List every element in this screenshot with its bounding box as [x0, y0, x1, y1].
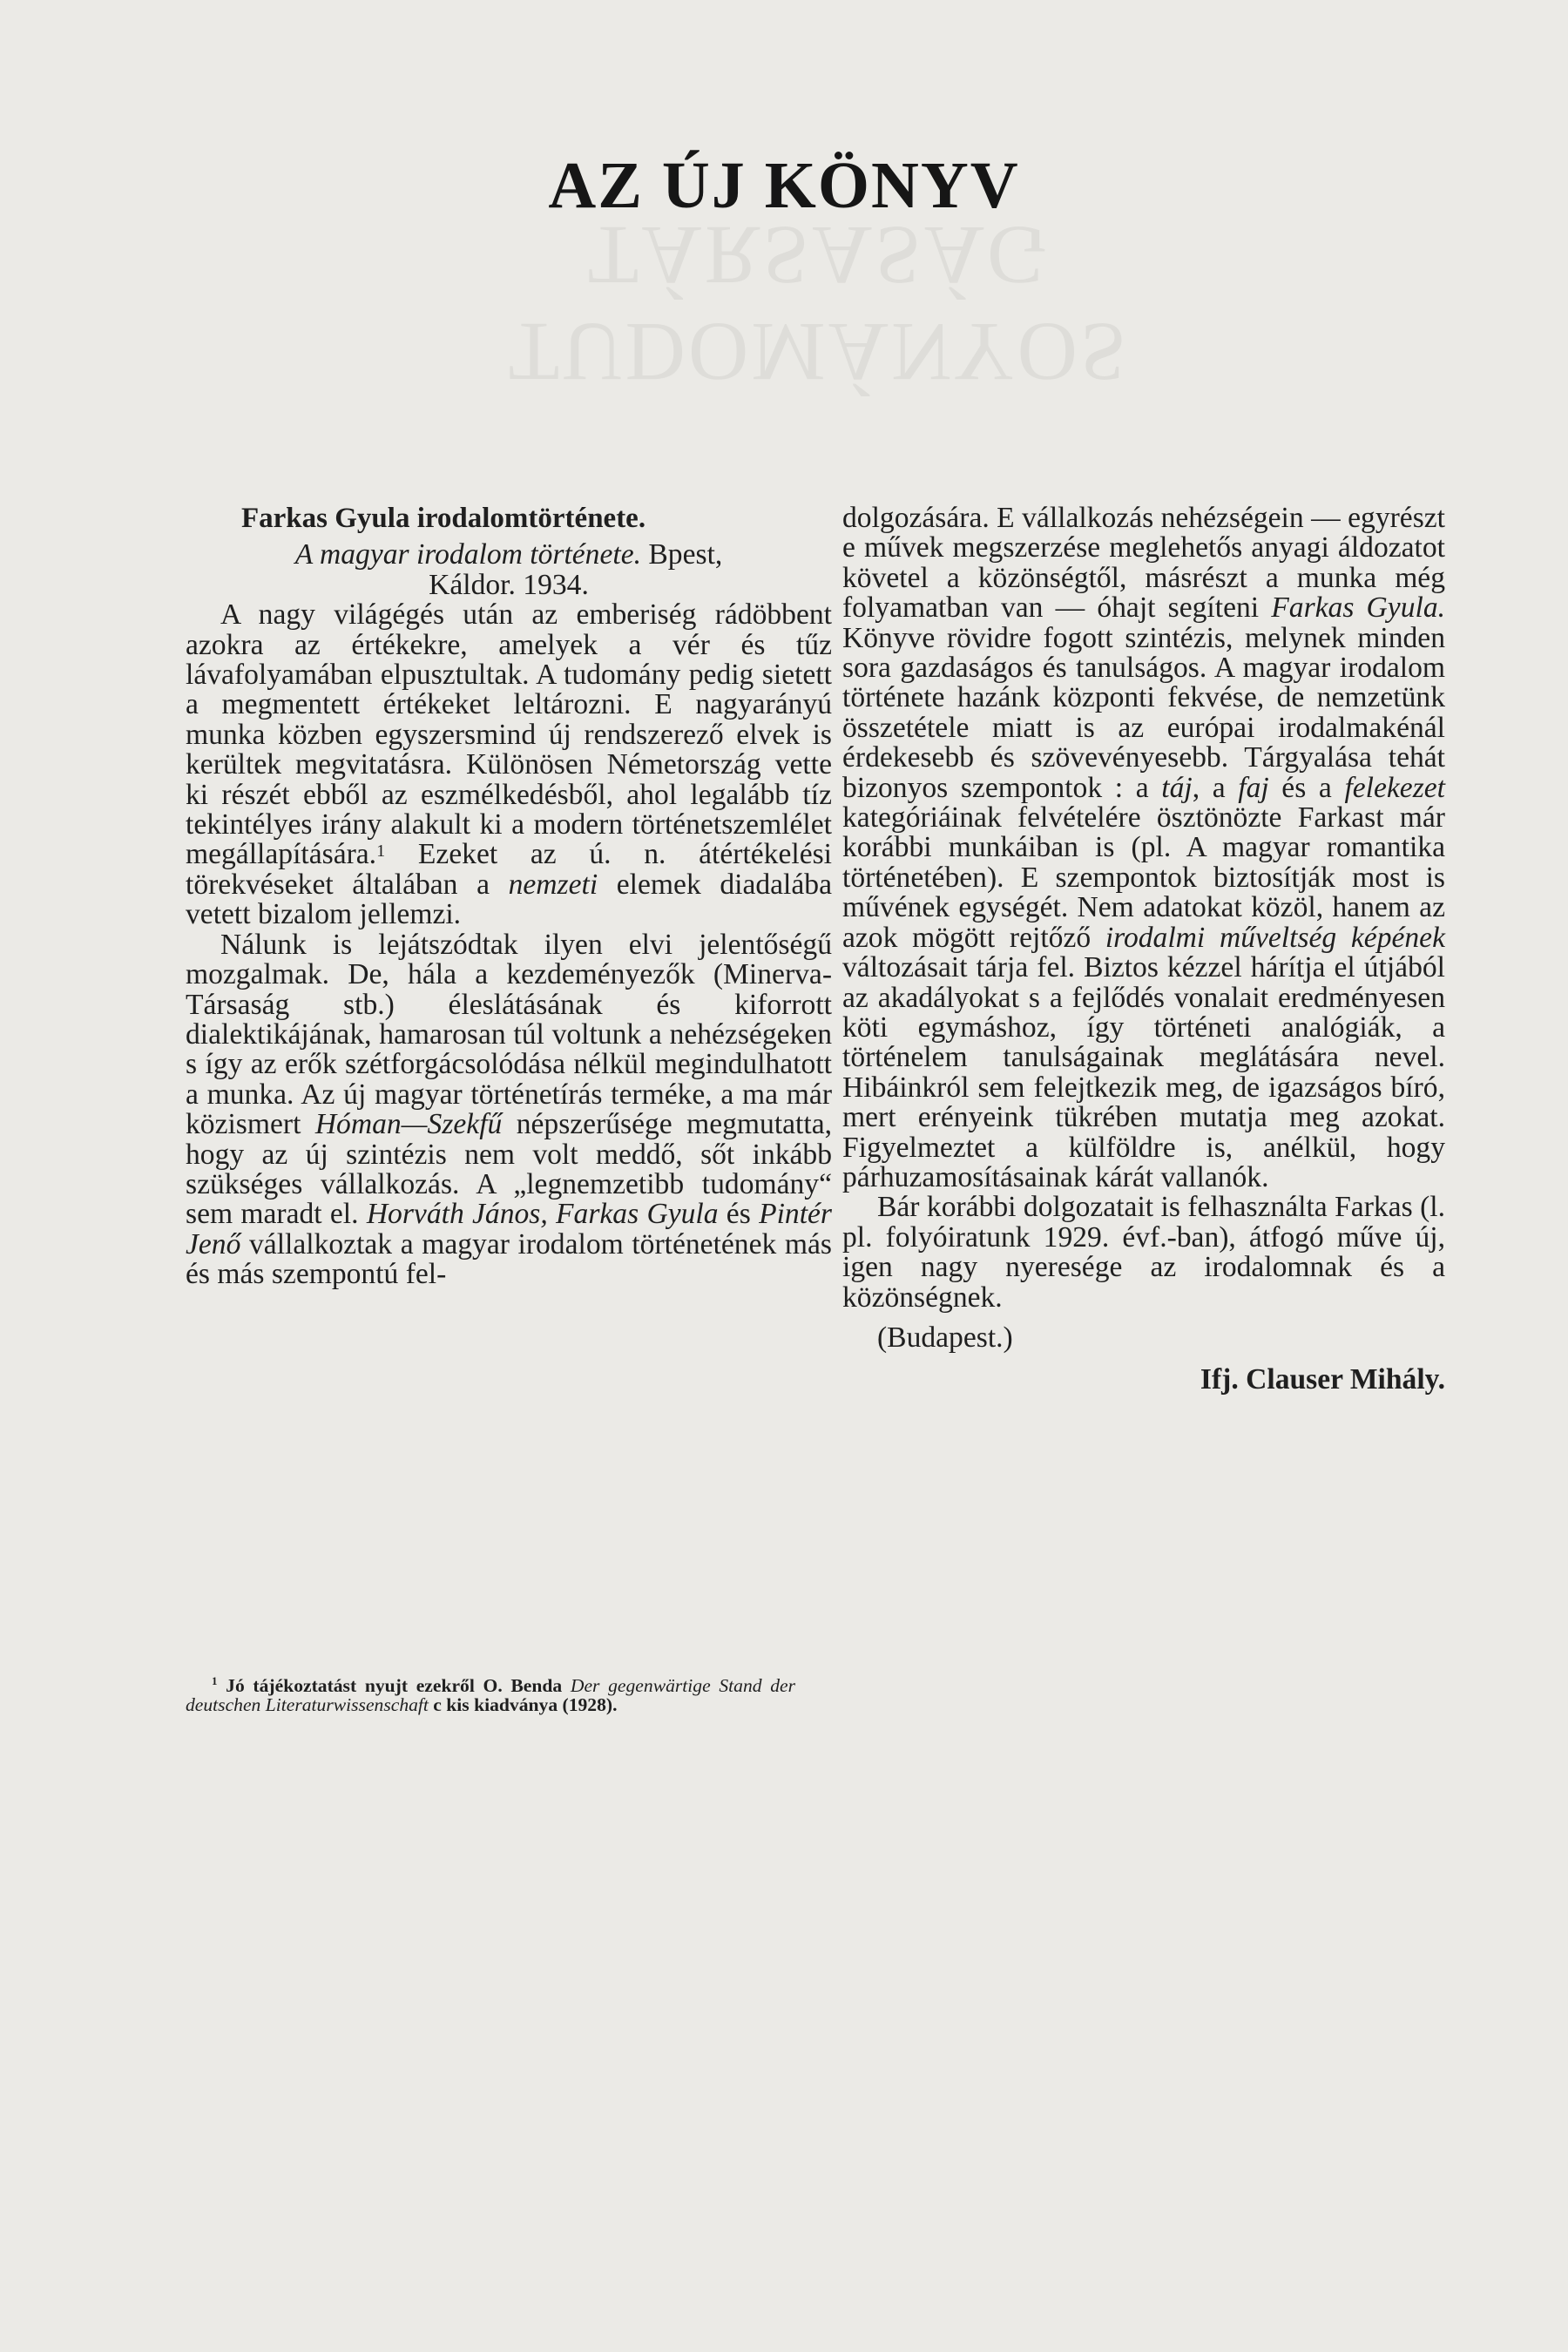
paragraph-4: Bár korábbi dolgozatait is felhasználta Farkas (l. pl. folyóiratunk 1929. évf.-ban), átfogó műve új, igen nagy nyeresége az irodalomnak és a közönségnek.: [842, 1191, 1445, 1314]
text-run: Könyve rövidre fogott szintézis, melynek minden sora gazdaságos és tanulságos. A magyar irodalom története hazánk központi fekvése, de nemzetünk összetétele miatt is az európai irodalmakénál érdekesebb és szövevényesebb. Tárgyalása tehát bizonyos szempontok : a: [842, 621, 1445, 804]
review-heading: Farkas Gyula irodalomtörténete.: [241, 503, 646, 534]
emphasis: faj: [1238, 771, 1269, 804]
text-run: változásait tárja fel. Biztos kézzel hárítja el útjából az akadályokat s a fejlődés vonalait eredményesen köti egymáshoz, így történeti analógiák, a történelem tanulságainak meglátására nevel. Hibáinkról sem felejtkezik meg, de igazságos bíró, mert erényeink tükrében mutatja meg azokat. Figyelmeztet a külföldre is, anélkül, hogy párhuzamosításainak kárát vallanók.: [842, 951, 1445, 1193]
book-place: Bpest,: [648, 538, 723, 571]
text-run: és: [718, 1198, 760, 1231]
footnote-ref: 1: [376, 841, 386, 862]
book-title: A magyar irodalom története.: [294, 538, 641, 571]
book-publisher: Káldor. 1934.: [429, 568, 589, 601]
text-run: népszerűsége megmutatta, hogy az új szintézis nem volt meddő, sőt inkább szükséges vállalkozás. A „legnemzetibb tudomány“ sem maradt el.: [186, 1108, 833, 1231]
emphasis: Farkas Gyula.: [1271, 591, 1446, 625]
footnotes: [186, 1676, 795, 1714]
text-run: elemek diadalába vetett bizalom jellemzi.: [186, 868, 832, 931]
emphasis: Der gegenwärtige Stand der deutschen Literaturwissenschaft: [186, 1675, 795, 1715]
emphasis: nemzeti: [508, 868, 598, 901]
emphasis: irodalmi műveltség képének: [1105, 921, 1445, 954]
text-run: Ezeket az ú. n. átértékelési törekvéseket általában a: [186, 838, 832, 901]
text-run: vállalkoztak a magyar irodalom történetének más és más szempontú fel-: [186, 1227, 832, 1291]
text-run: Jó tájékoztatást nyujt ezekről O. Benda: [217, 1675, 571, 1696]
emphasis: Horváth János, Farkas Gyula: [366, 1198, 719, 1231]
page-title: AZ ÚJ KÖNYV: [548, 149, 1020, 222]
paragraph-2: [186, 930, 832, 1290]
text-run: Nálunk is lejátszódtak ilyen elvi jelentőségű mozgalmak. De, hála a kezdeményezők (Minerva-Társaság stb.) éleslátásának és kiforrott dialektikájának, hamarosan túl voltunk a nehézségeken s így az erők szétforgácsolódása nélkül megindulhatott a munka. Az új magyar történetírás terméke, a ma már közismert: [186, 928, 832, 1141]
text-run: kategóriáinak felvételére ösztönözte Farkast már korábbi munkáiban is (pl. A magyar romantika történetében). E szempontok biztosítják most is művének egységét. Nem adatokat közöl, hanem az azok mögött rejtőző: [842, 801, 1445, 954]
emphasis: táj: [1161, 771, 1193, 804]
text-run: és a: [1268, 771, 1345, 804]
emphasis: felekezet: [1344, 771, 1446, 804]
paragraph-1: [186, 600, 832, 929]
left-column: [186, 504, 832, 1290]
emphasis: Hóman—Szekfű: [314, 1108, 503, 1141]
paragraph-3: [842, 504, 1445, 1193]
author-signature: Ifj. Clauser Mihály.: [1200, 1363, 1445, 1396]
footnote-number: 1: [212, 1674, 218, 1687]
place-note: (Budapest.): [877, 1321, 1013, 1354]
footnote-1: [186, 1676, 795, 1714]
book-source: [186, 540, 832, 600]
text-run: A nagy világégés után az emberiség rádöbbent azokra az értékekre, amelyek a vér és tűz lávafolyamában elpusztultak. A tudomány pedig sietett a megmentett értékeket leltározni. E nagyarányú munka közben egyszersmind új rendszerező elvek is kerültek megvitatásra. Különösen Németország vette ki részét ebből az eszmélkedésből, ahol legalább tíz tekintélyes irány alakult ki a modern történetszemlélet megállapítására.: [186, 598, 832, 871]
right-column: [842, 504, 1445, 1396]
text-run: dolgozására. E vállalkozás nehézségein — egyrészt e művek megszerzése meglehetős anyagi áldozatot követel a közönségtől, másrészt a munka még folyamatban van — óhajt segíteni: [842, 502, 1445, 625]
text-run: c kis kiadványa (1928).: [428, 1694, 618, 1715]
bleed-through-text: TUDOMÁNYOS TÁRSASÁG: [508, 209, 1130, 399]
text-run: , a: [1192, 771, 1239, 804]
emphasis: Pintér Jenő: [186, 1198, 832, 1260]
